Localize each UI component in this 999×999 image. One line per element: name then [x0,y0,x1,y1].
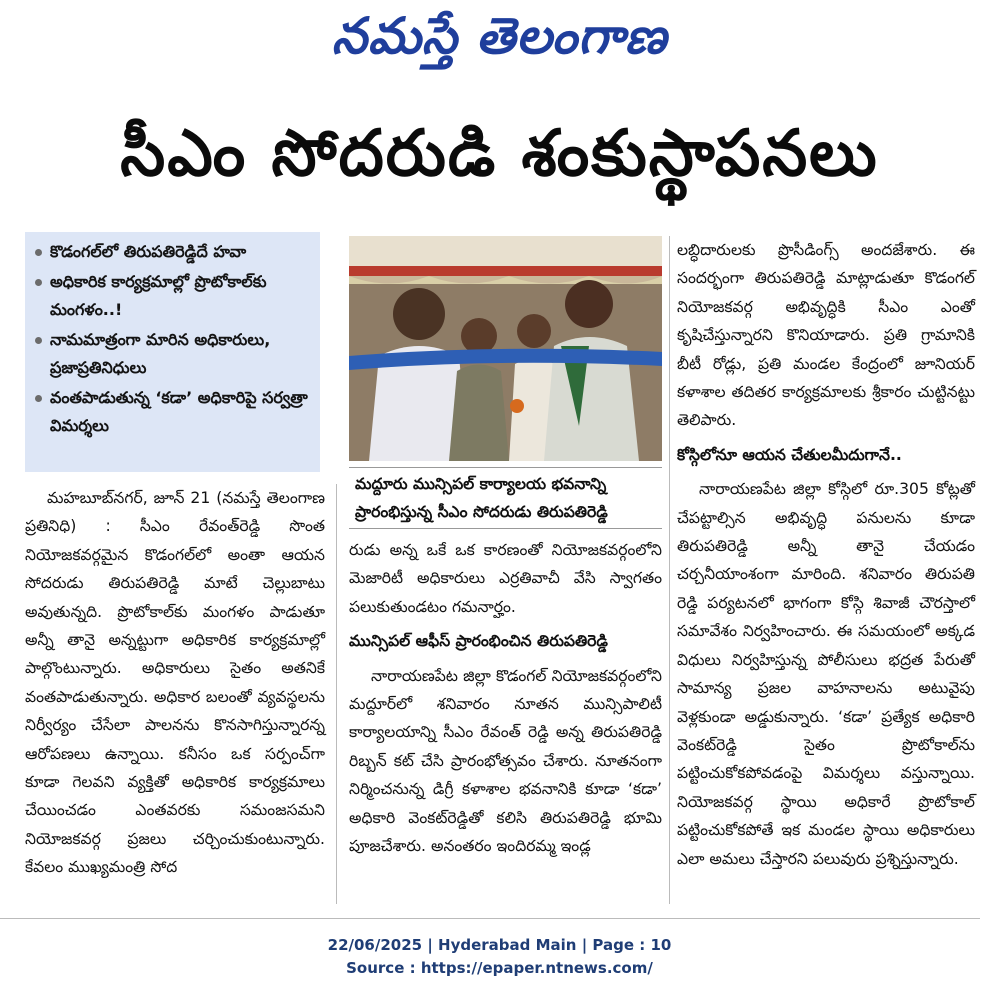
newspaper-masthead: నమస్తే తెలంగాణ [331,6,668,65]
bullet-icon [35,337,42,344]
column-divider [336,484,337,904]
body-paragraph: నారాయణపేట జిల్లా కోస్గిలో రూ.305 కోట్లతో చేపట్టాల్సిన అభివృద్ధి పనులను కూడా తిరుపతిరెడ్డి అన్నీ తానై చేయడం చర్చనీయాంశంగా మారింది. శనివారం తిరుపతి రెడ్డి పర్యటనలో భాగంగా కోస్గి శివాజీ చౌరస్తాలో సమావేశం నిర్వహించారు. ఈ సమయంలో అక్కడ విధులు నిర్వహిస్తున్న పోలీసులు భద్రత పేరుతో సామాన్య ప్రజల వాహనాలను అటువైపు వెళ్లకుండా అడ్డుకున్నారు. ‘కడా’ ప్రత్యేక అధికారి వెంకట్‌రెడ్డి సైతం ప్రొటోకాల్‌ను పట్టించుకోకపోవడంపై విమర్శలు వస్తున్నాయి. నియోజకవర్గ స్థాయి అధికారే ప్రొటోకాల్ పట్టించుకోకపోతే ఇక మండల స్థాయి అధికారులు ఎలా అమలు చేస్తారని పలువురు ప్రశ్నిస్తున్నారు. [677,480,975,868]
highlight-text: వంతపాడుతున్న ‘కడా’ అధికారిపై సర్వత్రా విమర్శలు [50,388,308,435]
section-subheading: కోస్గిలోనూ ఆయన చేతులమీదుగానే.. [677,445,902,464]
bullet-icon [35,279,42,286]
ribbon-cutting-photo [349,236,662,461]
article-column-3 [677,236,975,873]
highlight-item [33,238,316,266]
edition-info: 22/06/2025 | Hyderabad Main | Page : 10 [327,936,672,954]
section-subheading: మున్సిపల్ ఆఫీస్ ప్రారంభించిన తిరుపతిరెడ్డి [349,632,608,651]
highlight-item [33,384,316,440]
body-paragraph: నారాయణపేట జిల్లా కొడంగల్ నియోజకవర్గంలోని మద్దూర్‌లో శనివారం నూతన మున్సిపాలిటీ కార్యాలయాన్ని సీఎం రేవంత్ రెడ్డి అన్న తిరుపతిరెడ్డి రిబ్బన్ కట్ చేసి ప్రారంభోత్సవం చేశారు. నూతనంగా నిర్మించనున్న డిగ్రీ కళాశాల భవనానికి కూడా ‘కడా’ అధికారి వెంకట్‌రెడ్డితో కలిసి తిరుపతిరెడ్డి భూమి పూజచేశారు. అనంతరం ఇందిరమ్మ ఇండ్ల [349,666,662,856]
page-footer [0,934,999,980]
article-column-1 [25,484,325,882]
article-column-2 [349,536,662,860]
body-paragraph: లబ్ధిదారులకు ప్రొసీడింగ్స్ అందజేశారు. ఈ సందర్భంగా తిరుపతిరెడ్డి మాట్లాడుతూ కొడంగల్ నియోజకవర్గ అభివృద్ధికి సీఎం ఎంతో కృషిచేస్తున్నారని కొనియాడారు. ప్రతి గ్రామానికి బీటీ రోడ్లు, ప్రతి మండల కేంద్రంలో జూనియర్ కళాశాల తదితర కార్యక్రమాలకు శ్రీకారం చుట్టినట్టు తెలిపారు. [677,241,975,430]
source-link[interactable]: Source : https://epaper.ntnews.com/ [346,959,653,977]
highlights-box [25,232,320,472]
body-paragraph: మహబూబ్‌నగర్, జూన్ 21 (నమస్తే తెలంగాణ ప్రతినిధి) : సీఎం రేవంత్‌రెడ్డి సొంత నియోజకవర్గమైన కొడంగల్‌లో అంతా ఆయన సోదరుడు తిరుపతిరెడ్డి మాటే చెల్లుబాటు అవుతున్నది. ప్రొటోకాల్‌కు మంగళం పాడుతూ అన్నీ తానై అన్నట్టుగా అధికారిక కార్యక్రమాల్లో పాల్గొంటున్నారు. అధికారులు సైతం అతనికే వంతపాడుతున్నారు. అధికార బలంతో వ్యవస్థలను నిర్వీర్యం చేసేలా పాలనను కొనసాగిస్తున్నారన్న ఆరోపణలు ఉన్నాయి. కనీసం ఒక సర్పంచ్‌గా కూడా గెలవని వ్యక్తితో అధికారిక కార్యక్రమాలు చేయించడం ఎంతవరకు సమంజసమని నియోజకవర్గ ప్రజలు చర్చించుకుంటున్నారు. కేవలం ముఖ్యమంత్రి సోద [25,489,325,877]
article-headline: సీఎం సోదరుడి శంకుస్థాపనలు [120,117,879,191]
highlight-text: అధికారిక కార్యక్రమాల్లో ప్రొటోకాల్‌కు మంగళం..! [50,272,267,319]
highlight-item [33,326,316,382]
bullet-icon [35,395,42,402]
body-paragraph: రుడు అన్న ఒకే ఒక కారణంతో నియోజకవర్గంలోని మెజారిటీ అధికారులు ఎర్రతివాచీ వేసి స్వాగతం పలుకుతుండటం గమనార్హం. [349,541,662,616]
bullet-icon [35,249,42,256]
news-photo [349,236,662,461]
footer-divider [0,918,980,919]
highlight-item [33,268,316,324]
photo-caption: మద్దూరు మున్సిపల్ కార్యాలయ భవనాన్ని ప్రారంభిస్తున్న సీఎం సోదరుడు తిరుపతిరెడ్డి [349,467,662,529]
column-divider [669,236,670,904]
highlight-text: నామమాత్రంగా మారిన అధికారులు, ప్రజాప్రతినిధులు [50,330,271,377]
highlight-text: కొడంగల్‌లో తిరుపతిరెడ్డిదే హవా [50,242,247,261]
